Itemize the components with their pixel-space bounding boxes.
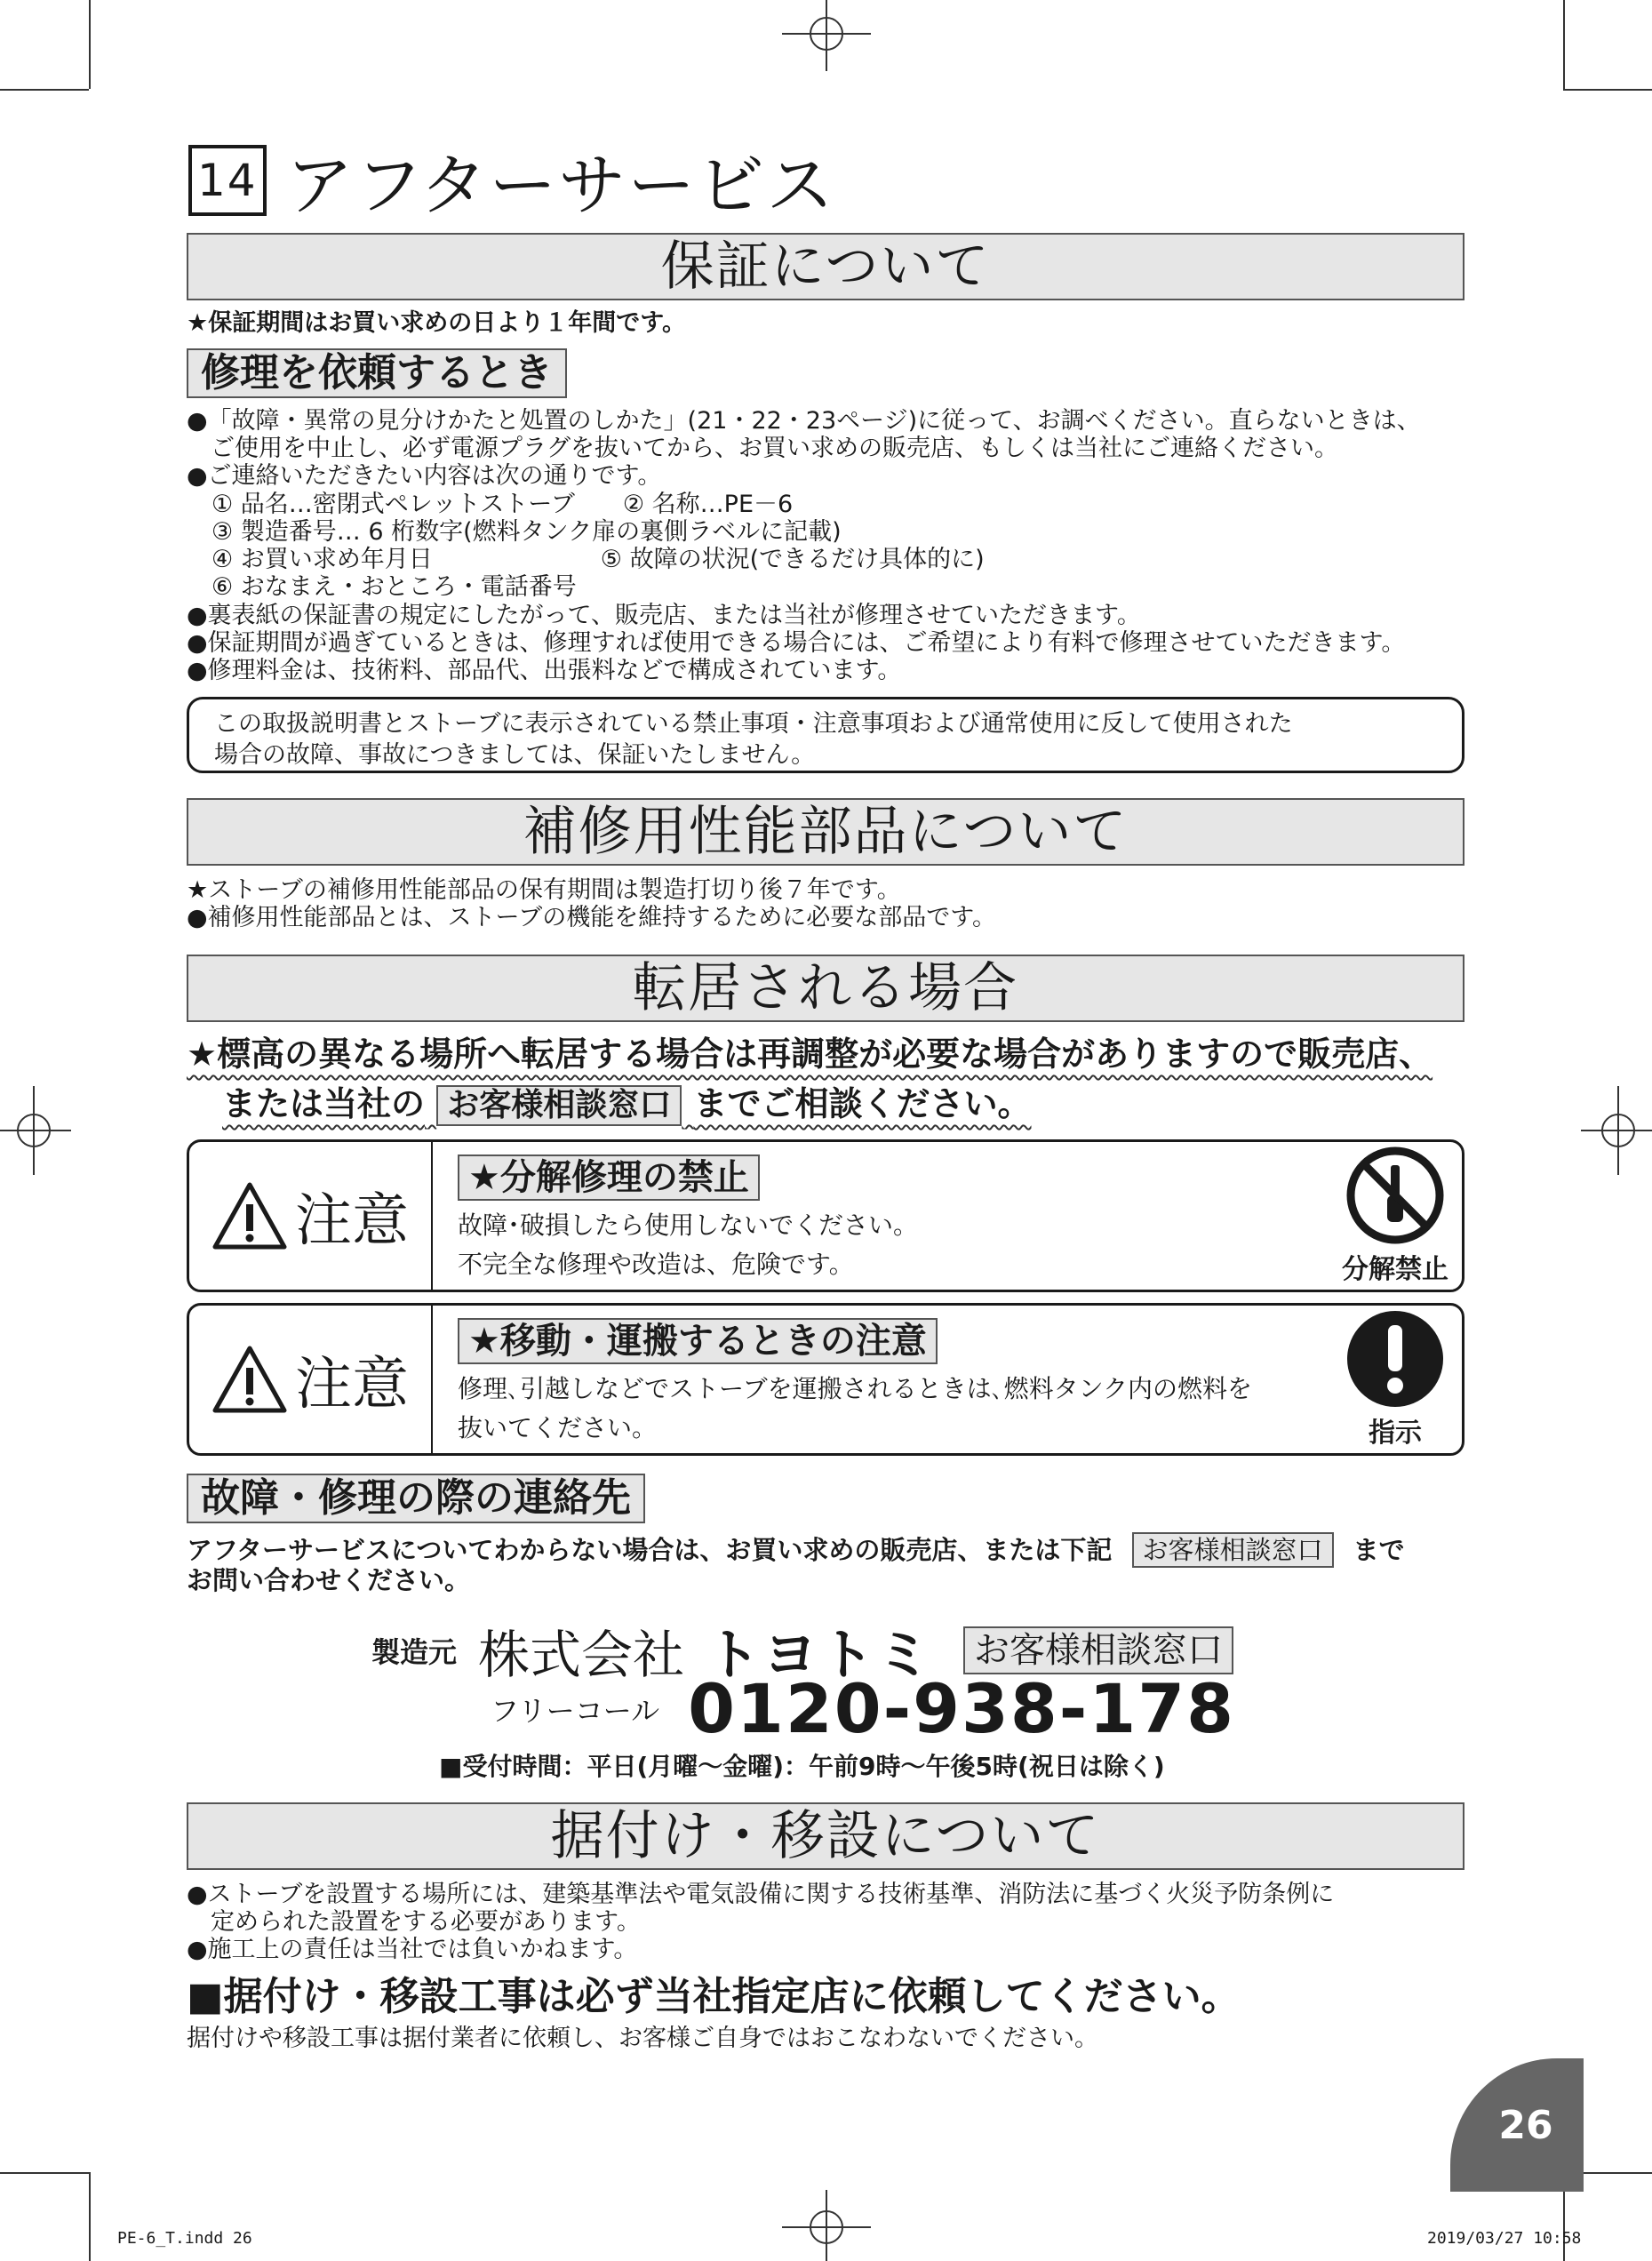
caution-box-transport — [187, 1303, 1464, 1456]
caution-text-1: 修理､引越しなどでストーブを運搬されるときは､燃料タンク内の燃料を — [458, 1374, 1253, 1403]
brand-logo: トヨトミ — [706, 1622, 934, 1687]
caution-title: ★移動・運搬するときの注意 — [458, 1318, 938, 1364]
contact-heading: 故障・修理の際の連絡先 — [187, 1474, 645, 1523]
moving-line-2 — [222, 1083, 1032, 1126]
caution-icon-label: 分解禁止 — [1342, 1254, 1448, 1285]
caution-title: ★分解修理の禁止 — [458, 1154, 760, 1201]
caution-icon-label: 指示 — [1369, 1418, 1422, 1449]
parts-line-2: ●補修用性能部品とは、ストーブの機能を維持するために必要な部品です。 — [187, 904, 997, 931]
contact-item-4: ⑥ おなまえ・おところ・電話番号 — [211, 573, 577, 601]
freecall-row — [491, 1669, 1235, 1748]
caution-text-1: 故障･破損したら使用しないでください。 — [458, 1210, 919, 1240]
registration-mark-right — [1581, 1086, 1652, 1175]
freecall-label: フリーコール — [491, 1693, 660, 1728]
contact-line-1-pre: アフターサービスについてわからない場合は、お買い求めの販売店、または下記 — [187, 1535, 1113, 1565]
chapter-number: 14 — [188, 145, 267, 216]
registration-mark-top — [782, 0, 871, 71]
no-disassembly-icon — [1345, 1146, 1445, 1245]
install-note: 据付けや移設工事は据付業者に依頼し、お客様ご自身ではおこなわないでください。 — [187, 2025, 1098, 2052]
crop-mark — [0, 2172, 89, 2174]
crop-mark — [1563, 89, 1652, 91]
caution-box-disassembly — [187, 1139, 1464, 1292]
install-strong: ■据付け・移設工事は必ず当社指定店に依頼してください。 — [187, 1974, 1241, 2019]
warranty-note-1: ●裏表紙の保証書の規定にしたがって、販売店、または当社が修理させていただきます。 — [187, 602, 1141, 629]
repair-heading: 修理を依頼するとき — [187, 348, 567, 398]
contact-line-1 — [187, 1532, 1405, 1568]
parts-line-1: ★ストーブの補修用性能部品の保有期間は製造打切り後７年です。 — [187, 876, 901, 904]
caution-content — [433, 1142, 1329, 1290]
footer-datetime: 2019/03/27 10:58 — [1427, 2229, 1582, 2248]
phone-number[interactable]: 0120-938-178 — [688, 1669, 1235, 1748]
disclaimer-box — [187, 697, 1464, 773]
repair-line-2: ご使用を中止し、必ず電源プラグを抜いてから、お買い求めの販売店、もしくは当社にご連絡ください。 — [187, 435, 1338, 462]
caution-content — [433, 1306, 1329, 1453]
contact-line-1-post: まで — [1353, 1535, 1405, 1565]
warranty-period: ★保証期間はお買い求めの日より１年間です。 — [187, 309, 687, 337]
contact-item-3: ④ お買い求め年月日 ⑤ 故障の状況(できるだけ具体的に) — [211, 546, 985, 573]
footer-file: PE-6_T.indd 26 — [117, 2229, 252, 2248]
repair-line-1: ●「故障・異常の見分けかたと処置のしかた」(21・22・23ページ)に従って、お調べください。直らないときは、 — [187, 407, 1421, 435]
contact-desk-tag: お客様相談窓口 — [1132, 1532, 1334, 1568]
caution-label-block — [189, 1142, 433, 1290]
caution-label-block — [189, 1306, 433, 1453]
caution-label: 注意 — [295, 1188, 409, 1254]
maker-desk-tag: お客様相談窓口 — [963, 1626, 1233, 1674]
warning-triangle-icon — [211, 1345, 288, 1414]
warranty-note-3: ●修理料金は、技術料、部品代、出張料などで構成されています。 — [187, 657, 902, 684]
crop-mark — [89, 2172, 91, 2261]
caution-icon-block — [1329, 1142, 1462, 1290]
contact-line-2: お問い合わせください。 — [187, 1565, 471, 1595]
crop-mark — [89, 0, 91, 89]
install-heading: 据付け・移設について — [187, 1802, 1464, 1870]
caution-icon-block — [1329, 1306, 1462, 1453]
caution-text-2: 不完全な修理や改造は、危険です。 — [458, 1250, 854, 1279]
warning-triangle-icon — [211, 1181, 288, 1250]
moving-line-2-pre: または当社の — [222, 1084, 426, 1123]
moving-line-2-post: までご相談ください。 — [693, 1084, 1032, 1123]
install-line-1: ●ストーブを設置する場所には、建築基準法や電気設備に関する技術基準、消防法に基づく火災予防条例に — [187, 1881, 1335, 1908]
repair-line-3: ●ご連絡いただきたい内容は次の通りです。 — [187, 462, 662, 490]
instruction-icon — [1345, 1309, 1445, 1409]
disclaimer-line-2: 場合の故障、事故につきましては、保証いたしません。 — [214, 741, 816, 769]
page-number: 26 — [1498, 2102, 1553, 2148]
moving-heading: 転居される場合 — [187, 955, 1464, 1022]
customer-desk-tag: お客様相談窓口 — [436, 1085, 682, 1126]
parts-heading: 補修用性能部品について — [187, 798, 1464, 866]
contact-item-1: ① 品名…密閉式ペレットストーブ ② 名称…PE－6 — [211, 491, 794, 518]
chapter-title-text: アフターサービス — [285, 146, 836, 225]
caution-label: 注意 — [295, 1352, 409, 1418]
crop-mark — [0, 89, 89, 91]
warranty-note-2: ●保証期間が過ぎているときは、修理すれば使用できる場合には、ご希望により有料で修理させていただきます。 — [187, 629, 1406, 657]
company-type: 株式会社 — [478, 1624, 685, 1685]
moving-line-1: ★標高の異なる場所へ転居する場合は再調整が必要な場合がありますので販売店、 — [187, 1035, 1433, 1074]
reception-hours: ■受付時間：平日(月曜～金曜)：午前9時～午後5時(祝日は除く) — [439, 1752, 1165, 1781]
registration-mark-left — [0, 1086, 71, 1175]
maker-label: 製造元 — [371, 1634, 458, 1669]
caution-text-2: 抜いてください。 — [458, 1413, 658, 1442]
contact-item-2: ③ 製造番号… 6 桁数字(燃料タンク扉の裏側ラベルに記載) — [211, 518, 842, 546]
chapter-title — [188, 132, 835, 228]
disclaimer-line-1: この取扱説明書とストーブに表示されている禁止事項・注意事項および通常使用に反して使用された — [214, 710, 1293, 738]
install-line-3: ●施工上の責任は当社では負いかねます。 — [187, 1936, 638, 1963]
warranty-heading: 保証について — [187, 233, 1464, 300]
install-line-2: 定められた設置をする必要があります。 — [187, 1908, 641, 1936]
page-number-tab — [1450, 2058, 1584, 2192]
crop-mark — [1563, 0, 1565, 89]
registration-mark-bottom — [782, 2190, 871, 2261]
